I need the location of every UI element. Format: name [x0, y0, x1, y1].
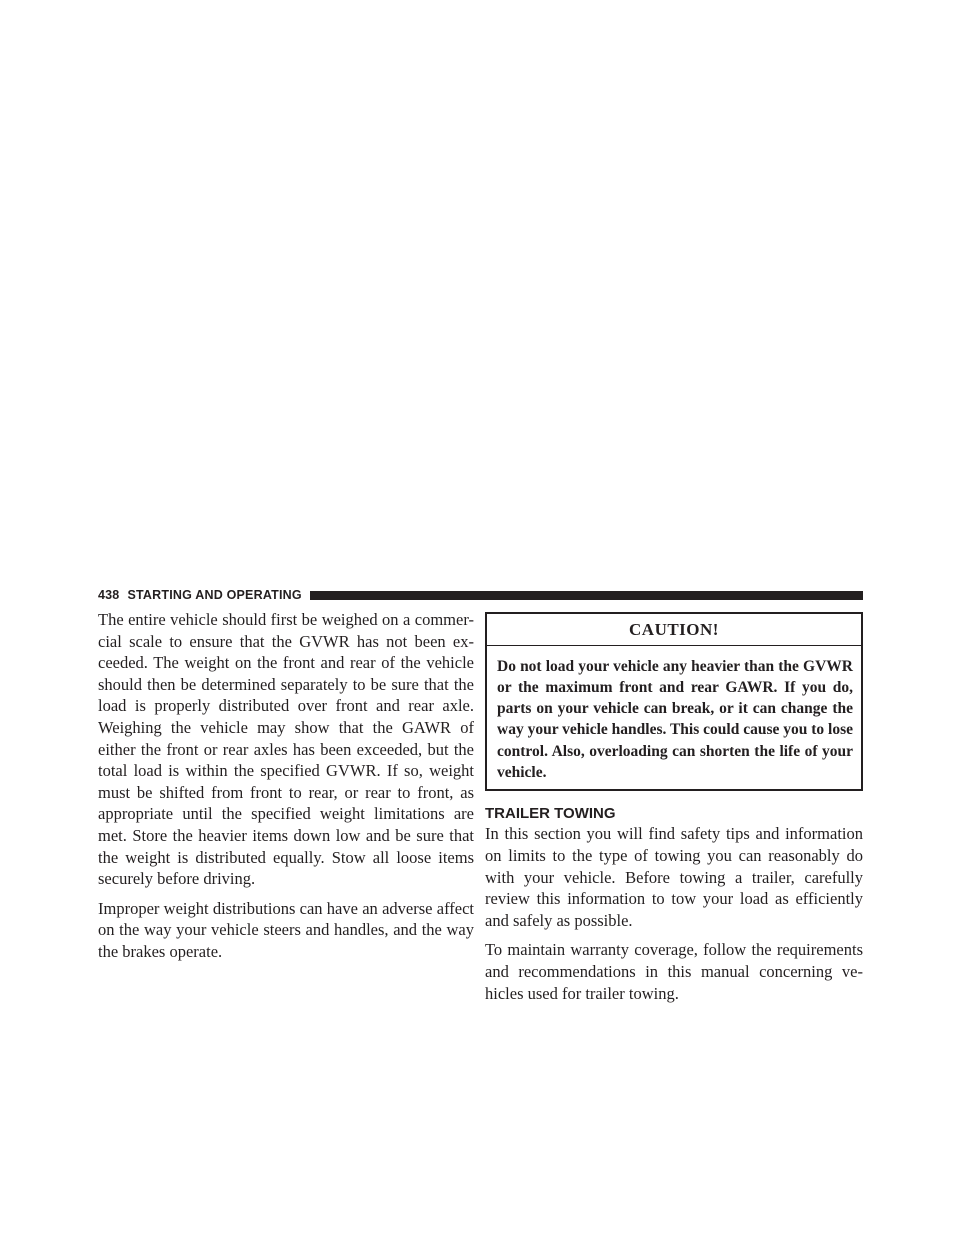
paragraph-warranty: To maintain warranty coverage, follow the requirements and recommendations in this manual concerning ve- hicles used for trailer towing. [485, 940, 863, 1003]
paragraph-weighing: The entire vehicle should first be weighed on a commer- cial scale to ensure that the GVWR has not been ex- ceeded. The weight on the front and rear of the vehicle should then be determined separately to be sure that the load is properly distributed over front and rear axle. Weighing the vehicle may show that the GAWR of either the front or rear axles has been exceeded, but the total load is within the specified GVWR. If so, weight must be shifted from front to rear, or rear to front, as appropriate until the specified weight limitations are met. Store the heavier items down low and be sure that the weight is distributed equally. Stow all loose items securely before driving. [98, 610, 474, 889]
page-header [98, 589, 863, 601]
right-column [485, 612, 863, 1012]
page-number: 438 [98, 588, 120, 602]
caution-box [485, 612, 863, 791]
trailer-towing-heading: TRAILER TOWING [485, 805, 616, 823]
section-title: STARTING AND OPERATING [127, 588, 302, 602]
caution-title: CAUTION! [487, 614, 861, 646]
left-column [98, 609, 474, 971]
paragraph-weight-distribution: Improper weight distributions can have an adverse affect on the way your vehicle steers and handles, and the way the brakes operate. [98, 898, 474, 961]
header-rule [310, 591, 863, 600]
paragraph-trailer-intro: In this section you will find safety tips and information on limits to the type of towing you can reasonably do with your vehicle. Before towing a trailer, carefully review this information to tow your load as efficiently and safely as possible. [485, 824, 863, 930]
caution-text: Do not load your vehicle any heavier than the GVWR or the maximum front and rear GAWR. If you do, parts on your vehicle can break, or it can change the way your vehicle handles. This could cause you to lose control. Also, overloading can shorten the life of your vehicle. [497, 657, 853, 782]
